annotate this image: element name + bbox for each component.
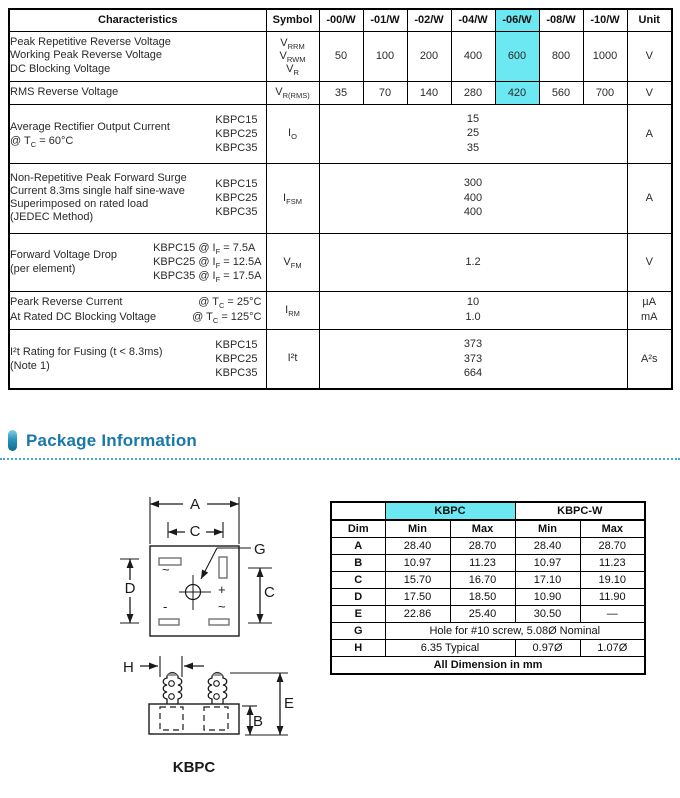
characteristic-cell [9, 233, 266, 291]
value-cell: 700 [583, 81, 627, 104]
variant-list: KBPC15 KBPC25 KBPC35 [215, 113, 258, 154]
symbol-cell [266, 81, 319, 104]
characteristic-cell [9, 31, 266, 81]
dim-value: 10.90 [515, 589, 580, 606]
dim-label-g: G [254, 541, 266, 558]
dim-label-c-top: C [189, 523, 201, 540]
dim-label-c-right: C [264, 584, 275, 601]
characteristics-table [8, 8, 673, 390]
dim-value: 28.70 [580, 538, 645, 555]
spec-row-i2t [9, 329, 672, 389]
dims-row-c [331, 572, 645, 589]
dim-label-b: B [253, 713, 264, 730]
symbol-i2t: I²t [287, 352, 298, 365]
unit-cell: A²s [627, 329, 672, 389]
col-header-00w: -00/W [319, 9, 363, 31]
value-cell-merged: 373 373 664 [319, 329, 627, 389]
dims-group-header-row [331, 502, 645, 520]
dim-value: 11.23 [450, 555, 515, 572]
dim-label-e: E [284, 695, 295, 712]
characteristic-cell [9, 163, 266, 233]
value-cell: 100 [363, 31, 407, 81]
polarity-mark-plus: + [218, 582, 226, 597]
char-text: Average Rectifier Output Current @ $T_C = 60^\circ C$ [10, 120, 170, 149]
spec-row-reverse-voltage [9, 31, 672, 81]
col-header-04w: -04/W [451, 9, 495, 31]
unit-cell: V [627, 233, 672, 291]
symbol-cell [266, 291, 319, 329]
symbol-cell [266, 104, 319, 163]
dim-value: 6.35 Typical [385, 640, 515, 657]
char-line: Working Peak Reverse Voltage [10, 49, 163, 62]
dim-letter: A [331, 538, 385, 555]
spec-row-forward-voltage [9, 233, 672, 291]
col-header-dim: Dim [331, 520, 385, 538]
dim-value: 11.23 [580, 555, 645, 572]
variant-list: KBPC15 KBPC25 KBPC35 [215, 338, 258, 379]
value-cell: 1000 [583, 31, 627, 81]
top-view [120, 496, 272, 636]
condition: @ $T_C = 25^\circ C$ [198, 296, 262, 311]
polarity-mark-minus: - [163, 599, 168, 614]
dim-value: 16.70 [450, 572, 515, 589]
char-line: Peark Reverse Current [10, 296, 123, 308]
characteristic-cell [9, 291, 266, 329]
section-title: Package Information [26, 430, 198, 450]
unit-cell: V [627, 81, 672, 104]
dim-note: Hole for #10 screw, 5.08Ø Nominal [385, 623, 645, 640]
col-header-08w: -08/W [539, 9, 583, 31]
dim-value: 28.40 [515, 538, 580, 555]
symbol-cell [266, 233, 319, 291]
char-text: Forward Voltage Drop (per element) [10, 249, 117, 275]
dim-value: 17.50 [385, 589, 450, 606]
dim-value: 25.40 [450, 606, 515, 623]
col-header-characteristics: Characteristics [9, 9, 266, 31]
value-cell: 70 [363, 81, 407, 104]
condition: @ $T_C = 125^\circ C$ [192, 311, 262, 326]
dims-row-d [331, 589, 645, 606]
unit-cell: µA mA [627, 291, 672, 329]
value-cell: 560 [539, 81, 583, 104]
dim-value: 18.50 [450, 589, 515, 606]
value-cell: 50 [319, 31, 363, 81]
condition-list: KBPC15 @ $I_F = 7.5A$ KBPC25 @ $I_F = 12.5A$ KBPC35 @ $I_F = 17.5A$ [153, 242, 262, 285]
col-header-10w: -10/W [583, 9, 627, 31]
value-cell-merged: 15 25 35 [319, 104, 627, 163]
characteristic-cell [9, 104, 266, 163]
symbol-irm: $I_{RM}$ [285, 303, 300, 318]
spec-row-reverse-current [9, 291, 672, 329]
dim-value: — [580, 606, 645, 623]
col-header-max: Max [450, 520, 515, 538]
dim-value: 11.90 [580, 589, 645, 606]
value-cell-merged: 300 400 400 [319, 163, 627, 233]
col-header-06w-highlighted: -06/W [495, 9, 539, 31]
dim-letter: D [331, 589, 385, 606]
col-header-max: Max [580, 520, 645, 538]
value-cell: 200 [407, 31, 451, 81]
unit-cell: A [627, 104, 672, 163]
dim-value: 0.97Ø [515, 640, 580, 657]
section-divider [0, 444, 680, 460]
dims-col-header-row [331, 520, 645, 538]
unit-cell: V [627, 31, 672, 81]
group-header-kbpc: KBPC [385, 502, 515, 520]
symbol-vfm: $V_{FM}$ [283, 255, 302, 270]
value-cell: 800 [539, 31, 583, 81]
char-line: Peak Repetitive Reverse Voltage [10, 35, 171, 48]
dims-row-a [331, 538, 645, 555]
dim-letter: H [331, 640, 385, 657]
polarity-mark-ac2: ~ [218, 599, 226, 614]
value-cell: 280 [451, 81, 495, 104]
col-header-01w: -01/W [363, 9, 407, 31]
package-caption: KBPC [172, 759, 216, 776]
characteristic-cell [9, 329, 266, 389]
dim-letter: B [331, 555, 385, 572]
package-drawing [95, 480, 335, 790]
bridge-body-outline [150, 546, 239, 636]
col-header-min: Min [385, 520, 450, 538]
dim-value: 22.86 [385, 606, 450, 623]
symbol-vrwm: $V_{RWM}$ [279, 49, 306, 64]
col-header-unit: Unit [627, 9, 672, 31]
col-header-min: Min [515, 520, 580, 538]
dims-row-h [331, 640, 645, 657]
dim-label-a: A [189, 496, 201, 513]
dimensions-table [330, 501, 646, 675]
dim-value: 10.97 [515, 555, 580, 572]
dim-label-h: H [123, 659, 134, 676]
value-cell-merged: 10 1.0 [319, 291, 627, 329]
variant-list: KBPC15 KBPC25 KBPC35 [215, 178, 258, 218]
symbol-cell [266, 163, 319, 233]
symbol-ifsm: $I_{FSM}$ [283, 191, 302, 206]
group-header-kbpcw: KBPC-W [515, 502, 645, 520]
symbol-vrrm: $V_{RRM}$ [280, 36, 305, 51]
char-line: At Rated DC Blocking Voltage [10, 311, 157, 323]
char-line: DC Blocking Voltage [10, 62, 111, 75]
col-header-02w: -02/W [407, 9, 451, 31]
dim-value: 28.40 [385, 538, 450, 555]
dim-value: 10.97 [385, 555, 450, 572]
dims-row-e [331, 606, 645, 623]
spec-row-surge-current [9, 163, 672, 233]
blank-cell [331, 502, 385, 520]
dims-row-g [331, 623, 645, 640]
symbol-vr: $V_R$ [286, 62, 299, 77]
value-cell: 140 [407, 81, 451, 104]
symbol-io: $I_O$ [288, 127, 297, 142]
dim-value: 15.70 [385, 572, 450, 589]
value-cell: 400 [451, 31, 495, 81]
side-view [140, 656, 288, 735]
dim-letter: E [331, 606, 385, 623]
dim-value: 28.70 [450, 538, 515, 555]
dims-row-b [331, 555, 645, 572]
char-text: I²t Rating for Fusing (t < 8.3ms) (Note 1) [10, 345, 163, 372]
bridge-body-side [149, 704, 239, 734]
symbol-vrrms: $V_{R(RMS)}$ [275, 86, 310, 101]
characteristic-cell [9, 81, 266, 104]
symbol-cell [266, 329, 319, 389]
dims-footer: All Dimension in mm [331, 657, 645, 675]
char-line: RMS Reverse Voltage [10, 85, 119, 98]
polarity-mark-ac1: ~ [162, 562, 170, 577]
spec-header-row [9, 9, 672, 31]
dim-value: 19.10 [580, 572, 645, 589]
symbol-cell [266, 31, 319, 81]
dim-letter: G [331, 623, 385, 640]
value-cell-highlighted: 600 [495, 31, 539, 81]
col-header-symbol: Symbol [266, 9, 319, 31]
dim-value: 17.10 [515, 572, 580, 589]
char-text: Non-Repetitive Peak Forward Surge Current 8.3ms single half sine-wave Superimposed on rated load (JEDEC Method) [10, 172, 187, 223]
unit-cell: A [627, 163, 672, 233]
dims-footer-row [331, 657, 645, 675]
value-cell-merged: 1.2 [319, 233, 627, 291]
dim-label-d: D [124, 580, 136, 597]
spec-row-output-current [9, 104, 672, 163]
dim-letter: C [331, 572, 385, 589]
dim-value: 30.50 [515, 606, 580, 623]
value-cell-highlighted: 420 [495, 81, 539, 104]
value-cell: 35 [319, 81, 363, 104]
dim-value: 1.07Ø [580, 640, 645, 657]
spec-row-rms [9, 81, 672, 104]
